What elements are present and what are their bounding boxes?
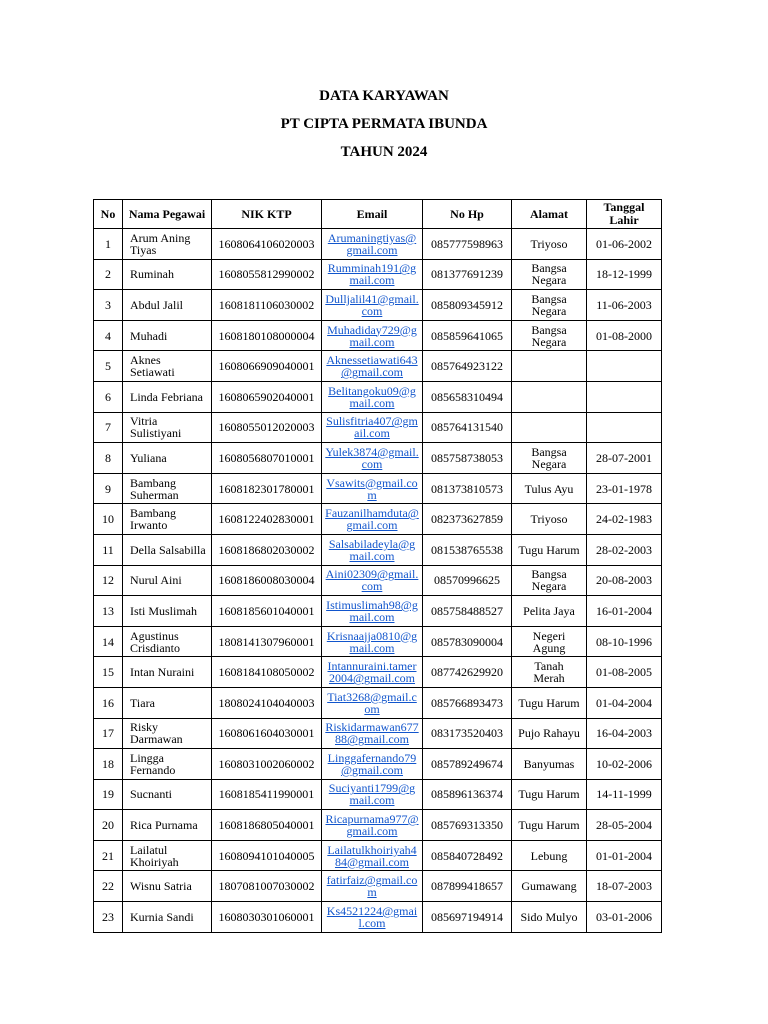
email-link[interactable]: Vsawits@gmail.com <box>322 473 423 504</box>
cell-birthdate: 14-11-1999 <box>587 779 662 810</box>
cell-no: 2 <box>94 259 123 290</box>
cell-phone: 085764131540 <box>423 412 512 443</box>
cell-name: Intan Nuraini <box>123 657 212 688</box>
cell-address: Sido Mulyo <box>512 902 587 933</box>
cell-address: Tugu Harum <box>512 687 587 718</box>
cell-no: 12 <box>94 565 123 596</box>
cell-address: Lebung <box>512 840 587 871</box>
cell-nik: 1608180108000004 <box>212 320 322 351</box>
cell-nik: 1608122402830001 <box>212 504 322 535</box>
cell-phone: 085777598963 <box>423 229 512 260</box>
email-link[interactable]: Muhadiday729@gmail.com <box>322 320 423 351</box>
cell-birthdate <box>587 351 662 382</box>
cell-name: Nurul Aini <box>123 565 212 596</box>
cell-birthdate: 24-02-1983 <box>587 504 662 535</box>
cell-name: Kurnia Sandi <box>123 902 212 933</box>
cell-nik: 1608181106030002 <box>212 290 322 321</box>
cell-no: 6 <box>94 381 123 412</box>
cell-nik: 1608061604030001 <box>212 718 322 749</box>
table-row <box>94 259 662 290</box>
cell-birthdate: 03-01-2006 <box>587 902 662 933</box>
cell-birthdate: 01-08-2000 <box>587 320 662 351</box>
cell-birthdate: 01-04-2004 <box>587 687 662 718</box>
doc-year: TAHUN 2024 <box>340 144 428 160</box>
cell-birthdate: 18-12-1999 <box>587 259 662 290</box>
cell-name: Agustinus Crisdianto <box>123 626 212 657</box>
email-link[interactable]: Yulek3874@gmail.com <box>322 443 423 474</box>
email-link[interactable]: Arumaningtiyas@gmail.com <box>322 229 423 260</box>
cell-birthdate: 16-04-2003 <box>587 718 662 749</box>
cell-no: 14 <box>94 626 123 657</box>
cell-nik: 1608184108050002 <box>212 657 322 688</box>
cell-address: Bangsa Negara <box>512 443 587 474</box>
cell-birthdate: 18-07-2003 <box>587 871 662 902</box>
cell-no: 16 <box>94 687 123 718</box>
table-row <box>94 657 662 688</box>
cell-birthdate: 01-06-2002 <box>587 229 662 260</box>
cell-name: Tiara <box>123 687 212 718</box>
cell-phone: 085896136374 <box>423 779 512 810</box>
email-link[interactable]: Rumminah191@gmail.com <box>322 259 423 290</box>
table-row <box>94 534 662 565</box>
cell-name: Arum Aning Tiyas <box>123 229 212 260</box>
cell-no: 22 <box>94 871 123 902</box>
col-header-phone: No Hp <box>423 200 512 229</box>
cell-name: Yuliana <box>123 443 212 474</box>
cell-nik: 1608186008030004 <box>212 565 322 596</box>
cell-no: 3 <box>94 290 123 321</box>
cell-no: 9 <box>94 473 123 504</box>
cell-nik: 1608186802030002 <box>212 534 322 565</box>
cell-no: 4 <box>94 320 123 351</box>
cell-name: Muhadi <box>123 320 212 351</box>
email-link[interactable]: Aknessetiawati643@gmail.com <box>322 351 423 382</box>
cell-nik: 1608055012020003 <box>212 412 322 443</box>
email-link[interactable]: Dulljalil41@gmail.com <box>322 290 423 321</box>
email-link[interactable]: Salsabiladeyla@gmail.com <box>322 534 423 565</box>
email-link[interactable]: Sulisfitria407@gmail.com <box>322 412 423 443</box>
email-link[interactable]: Belitangoku09@gmail.com <box>322 381 423 412</box>
cell-phone: 085783090004 <box>423 626 512 657</box>
cell-address: Pelita Jaya <box>512 596 587 627</box>
cell-nik: 1608055812990002 <box>212 259 322 290</box>
email-link[interactable]: Ricapurnama977@gmail.com <box>322 810 423 841</box>
cell-address: Tugu Harum <box>512 779 587 810</box>
cell-nik: 1608056807010001 <box>212 443 322 474</box>
table-row <box>94 749 662 780</box>
employee-table <box>93 199 662 933</box>
cell-no: 19 <box>94 779 123 810</box>
cell-phone: 085697194914 <box>423 902 512 933</box>
cell-nik: 1608185411990001 <box>212 779 322 810</box>
table-row <box>94 320 662 351</box>
table-row <box>94 381 662 412</box>
cell-phone: 087742629920 <box>423 657 512 688</box>
table-row <box>94 840 662 871</box>
cell-address: Tanah Merah <box>512 657 587 688</box>
email-link[interactable]: Suciyanti1799@gmail.com <box>322 779 423 810</box>
email-link[interactable]: Aini02309@gmail.com <box>322 565 423 596</box>
cell-phone: 085789249674 <box>423 749 512 780</box>
document-header <box>0 86 768 170</box>
cell-nik: 1608185601040001 <box>212 596 322 627</box>
cell-phone: 085658310494 <box>423 381 512 412</box>
cell-nik: 1608094101040005 <box>212 840 322 871</box>
cell-name: Wisnu Satria <box>123 871 212 902</box>
doc-title: DATA KARYAWAN <box>319 88 449 104</box>
cell-birthdate: 16-01-2004 <box>587 596 662 627</box>
email-link[interactable]: Linggafernando79@gmail.com <box>322 749 423 780</box>
cell-no: 1 <box>94 229 123 260</box>
cell-name: Risky Darmawan <box>123 718 212 749</box>
cell-nik: 1608182301780001 <box>212 473 322 504</box>
cell-no: 11 <box>94 534 123 565</box>
cell-phone: 087899418657 <box>423 871 512 902</box>
table-row <box>94 779 662 810</box>
cell-birthdate: 01-01-2004 <box>587 840 662 871</box>
table-row <box>94 687 662 718</box>
table-row <box>94 626 662 657</box>
table-row <box>94 565 662 596</box>
cell-phone: 082373627859 <box>423 504 512 535</box>
table-row <box>94 810 662 841</box>
cell-name: Lailatul Khoiriyah <box>123 840 212 871</box>
email-link[interactable]: fatirfaiz@gmail.com <box>322 871 423 902</box>
cell-name: Vitria Sulistiyani <box>123 412 212 443</box>
cell-phone: 08570996625 <box>423 565 512 596</box>
cell-birthdate <box>587 381 662 412</box>
col-header-name: Nama Pegawai <box>123 200 212 229</box>
cell-name: Linda Febriana <box>123 381 212 412</box>
table-row <box>94 229 662 260</box>
email-link[interactable]: Intannuraini.tamer2004@gmail.com <box>322 657 423 688</box>
cell-phone: 081377691239 <box>423 259 512 290</box>
cell-name: Della Salsabilla <box>123 534 212 565</box>
cell-address: Gumawang <box>512 871 587 902</box>
table-row <box>94 443 662 474</box>
cell-nik: 1808141307960001 <box>212 626 322 657</box>
email-link[interactable]: Riskidarmawan67788@gmail.com <box>322 718 423 749</box>
cell-address: Tulus Ayu <box>512 473 587 504</box>
cell-birthdate: 11-06-2003 <box>587 290 662 321</box>
cell-phone: 083173520403 <box>423 718 512 749</box>
cell-nik: 1807081007030002 <box>212 871 322 902</box>
email-link[interactable]: Ks4521224@gmail.com <box>322 902 423 933</box>
table-row <box>94 902 662 933</box>
cell-phone: 085764923122 <box>423 351 512 382</box>
table-row <box>94 351 662 382</box>
cell-name: Bambang Irwanto <box>123 504 212 535</box>
cell-address <box>512 351 587 382</box>
col-header-address: Alamat <box>512 200 587 229</box>
cell-birthdate <box>587 412 662 443</box>
cell-no: 15 <box>94 657 123 688</box>
table-header-row <box>94 200 662 229</box>
cell-no: 23 <box>94 902 123 933</box>
cell-no: 17 <box>94 718 123 749</box>
cell-no: 8 <box>94 443 123 474</box>
cell-phone: 085758738053 <box>423 443 512 474</box>
cell-nik: 1608064106020003 <box>212 229 322 260</box>
cell-address: Tugu Harum <box>512 810 587 841</box>
email-link[interactable]: Fauzanilhamduta@gmail.com <box>322 504 423 535</box>
col-header-birthdate: Tanggal Lahir <box>587 200 662 229</box>
company-name: PT CIPTA PERMATA IBUNDA <box>280 116 488 132</box>
cell-nik: 1608066909040001 <box>212 351 322 382</box>
cell-birthdate: 28-05-2004 <box>587 810 662 841</box>
cell-no: 18 <box>94 749 123 780</box>
cell-name: Sucnanti <box>123 779 212 810</box>
email-link[interactable]: Tiat3268@gmail.com <box>322 687 423 718</box>
cell-address: Triyoso <box>512 229 587 260</box>
cell-name: Aknes Setiawati <box>123 351 212 382</box>
cell-no: 5 <box>94 351 123 382</box>
cell-phone: 085809345912 <box>423 290 512 321</box>
cell-no: 13 <box>94 596 123 627</box>
cell-address: Tugu Harum <box>512 534 587 565</box>
cell-birthdate: 01-08-2005 <box>587 657 662 688</box>
cell-address <box>512 412 587 443</box>
cell-nik: 1608030301060001 <box>212 902 322 933</box>
cell-name: Bambang Suherman <box>123 473 212 504</box>
cell-name: Ruminah <box>123 259 212 290</box>
cell-address: Bangsa Negara <box>512 290 587 321</box>
table-body <box>94 229 662 933</box>
email-link[interactable]: Istimuslimah98@gmail.com <box>322 596 423 627</box>
cell-name: Lingga Fernando <box>123 749 212 780</box>
cell-address <box>512 381 587 412</box>
cell-nik: 1608031002060002 <box>212 749 322 780</box>
table-row <box>94 871 662 902</box>
cell-name: Rica Purnama <box>123 810 212 841</box>
email-link[interactable]: Krisnaajja0810@gmail.com <box>322 626 423 657</box>
cell-phone: 085766893473 <box>423 687 512 718</box>
cell-birthdate: 23-01-1978 <box>587 473 662 504</box>
cell-birthdate: 20-08-2003 <box>587 565 662 596</box>
cell-no: 21 <box>94 840 123 871</box>
table-row <box>94 504 662 535</box>
cell-address: Bangsa Negara <box>512 259 587 290</box>
cell-address: Bangsa Negara <box>512 320 587 351</box>
cell-name: Isti Muslimah <box>123 596 212 627</box>
cell-address: Triyoso <box>512 504 587 535</box>
cell-address: Negeri Agung <box>512 626 587 657</box>
cell-no: 7 <box>94 412 123 443</box>
cell-birthdate: 28-02-2003 <box>587 534 662 565</box>
table-row <box>94 412 662 443</box>
cell-address: Pujo Rahayu <box>512 718 587 749</box>
cell-birthdate: 28-07-2001 <box>587 443 662 474</box>
cell-phone: 081373810573 <box>423 473 512 504</box>
cell-nik: 1808024104040003 <box>212 687 322 718</box>
table-row <box>94 718 662 749</box>
cell-address: Banyumas <box>512 749 587 780</box>
col-header-nik: NIK KTP <box>212 200 322 229</box>
cell-phone: 085758488527 <box>423 596 512 627</box>
cell-address: Bangsa Negara <box>512 565 587 596</box>
cell-birthdate: 10-02-2006 <box>587 749 662 780</box>
table-row <box>94 473 662 504</box>
cell-no: 20 <box>94 810 123 841</box>
col-header-email: Email <box>322 200 423 229</box>
cell-nik: 1608186805040001 <box>212 810 322 841</box>
cell-phone: 085840728492 <box>423 840 512 871</box>
col-header-no: No <box>94 200 123 229</box>
table-row <box>94 596 662 627</box>
cell-phone: 081538765538 <box>423 534 512 565</box>
cell-phone: 085859641065 <box>423 320 512 351</box>
cell-nik: 1608065902040001 <box>212 381 322 412</box>
table-row <box>94 290 662 321</box>
email-link[interactable]: Lailatulkhoiriyah484@gmail.com <box>322 840 423 871</box>
cell-name: Abdul Jalil <box>123 290 212 321</box>
cell-phone: 085769313350 <box>423 810 512 841</box>
cell-no: 10 <box>94 504 123 535</box>
cell-birthdate: 08-10-1996 <box>587 626 662 657</box>
